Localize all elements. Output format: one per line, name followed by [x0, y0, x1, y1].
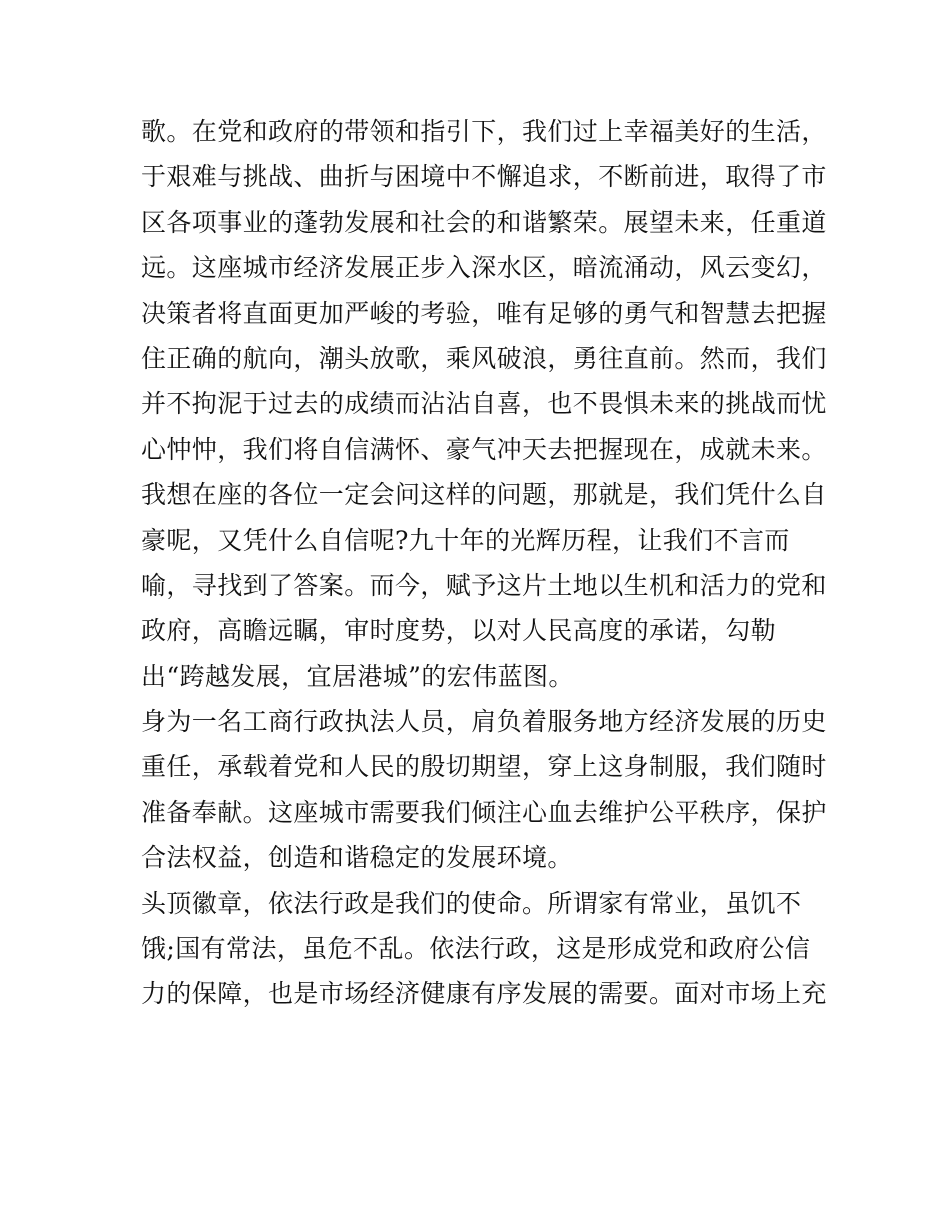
- text-line-6: 住正确的航向，潮头放歌，乘风破浪，勇往直前。然而，我们: [141, 343, 827, 373]
- text-line-8: 心忡忡，我们将自信满怀、豪气冲天去把握现在，成就未来。: [141, 434, 827, 464]
- text-line-5: 决策者将直面更加严峻的考验，唯有足够的勇气和智慧去把握: [141, 298, 827, 328]
- document-body: [141, 109, 827, 1017]
- text-line-18: 头顶徽章，依法行政是我们的使命。所谓家有常业，虽饥不: [141, 888, 802, 918]
- text-line-12: 政府，高瞻远瞩，审时度势，以对人民高度的承诺，勾勒: [141, 616, 777, 646]
- text-line-1: 歌。在党和政府的带领和指引下，我们过上幸福美好的生活，: [141, 117, 827, 146]
- text-line-20: 力的保障，也是市场经济健康有序发展的需要。面对市场上充: [141, 979, 827, 1009]
- text-line-7: 并不拘泥于过去的成绩而沾沾自喜，也不畏惧未来的挑战而忧: [141, 389, 827, 419]
- text-line-17: 合法权益，创造和谐稳定的发展环境。: [141, 843, 573, 873]
- text-line-15: 重任，承载着党和人民的殷切期望，穿上这身制服，我们随时: [141, 752, 827, 782]
- text-line-13: 出“跨越发展，宜居港城”的宏伟蓝图。: [141, 661, 574, 691]
- text-line-19: 饿;国有常法，虽危不乱。依法行政，这是形成党和政府公信: [141, 934, 811, 964]
- text-line-9: 我想在座的各位一定会问这样的问题，那就是，我们凭什么自: [141, 480, 827, 510]
- text-line-10: 豪呢，又凭什么自信呢?九十年的光辉历程，让我们不言而: [141, 525, 790, 555]
- text-line-11: 喻，寻找到了答案。而今，赋予这片土地以生机和活力的党和: [141, 570, 827, 600]
- text-line-3: 区各项事业的蓬勃发展和社会的和谐繁荣。展望未来，任重道: [141, 207, 827, 237]
- text-line-16: 准备奉献。这座城市需要我们倾注心血去维护公平秩序，保护: [141, 797, 827, 827]
- text-line-4: 远。这座城市经济发展正步入深水区，暗流涌动，风云变幻，: [141, 253, 827, 283]
- text-line-2: 于艰难与挑战、曲折与困境中不懈追求，不断前进，取得了市: [141, 162, 827, 192]
- text-line-14: 身为一名工商行政执法人员，肩负着服务地方经济发展的历史: [141, 707, 827, 737]
